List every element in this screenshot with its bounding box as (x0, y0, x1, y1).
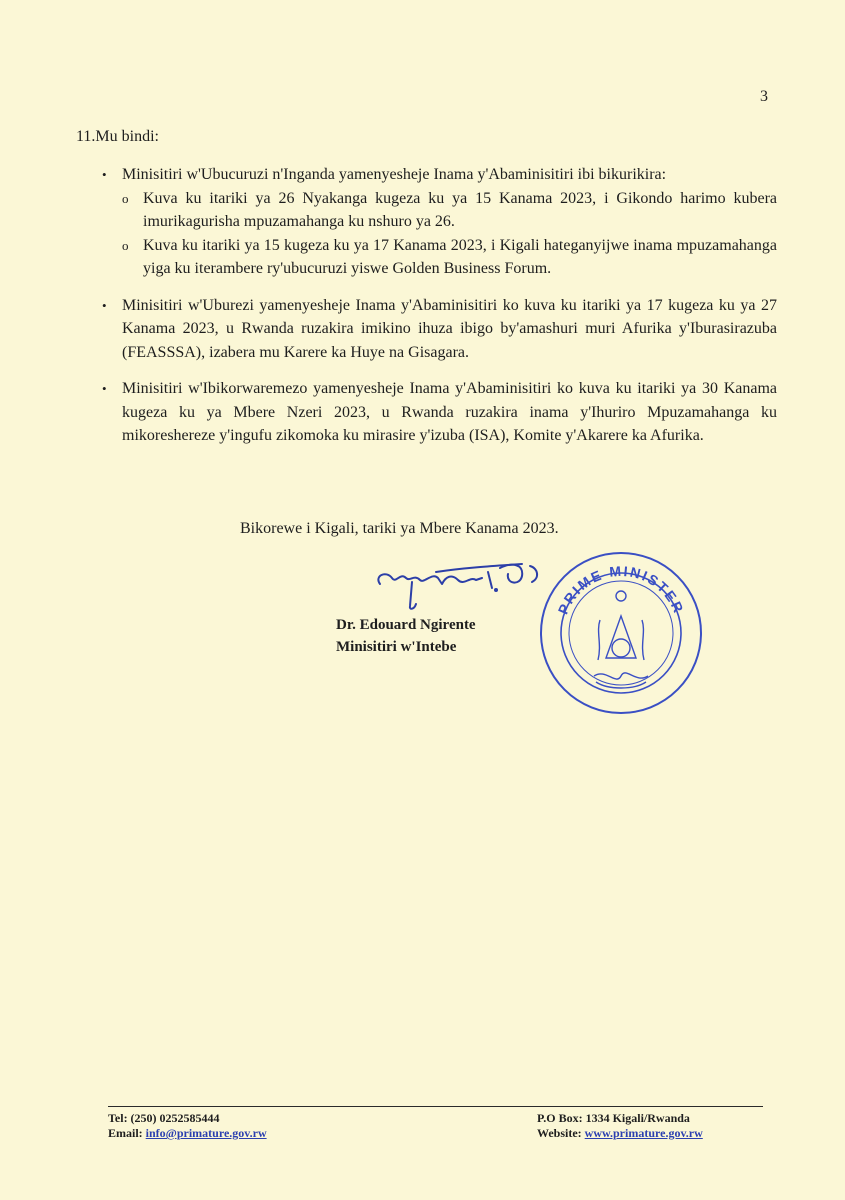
bullet-item (97, 163, 777, 281)
sub-item (97, 234, 777, 281)
sub-item-text: Kuva ku itariki ya 26 Nyakanga kugeza ku ya 15 Kanama 2023, i Gikondo harimo kubera imurikagurisha mpuzamahanga ku nshuro ya 26. (143, 189, 777, 230)
place-date: Bikorewe i Kigali, tariki ya Mbere Kanama 2023. (240, 520, 559, 537)
bullet-icon: • (102, 381, 107, 396)
footer-website-label: Website: (537, 1126, 582, 1140)
bullet-text: Minisitiri w'Ibikorwaremezo yamenyesheje Inama y'Abaminisitiri ko kuva ku itariki ya 30 Kanama kugeza ku ya Mbere Nzeri 2023, u Rwanda ruzakira inama y'Ihuriro Mpuzamahanga ku mikoreshereze y'ingufu zikomoka ku mirasire y'izuba (ISA), Komite y'Akarere ka Afurika. (122, 380, 777, 444)
prime-minister-seal (536, 548, 706, 718)
bullet-icon: • (102, 167, 107, 182)
signatory-block (336, 614, 476, 658)
section-heading: 11.Mu bindi: (76, 128, 159, 145)
footer-tel: Tel: (250) 0252585444 (108, 1111, 220, 1125)
sub-item-text: Kuva ku itariki ya 15 kugeza ku ya 17 Kanama 2023, i Kigali hateganyijwe inama mpuzamahanga yiga ku iterambere ry'ubucuruzi yiswe Golden Business Forum. (143, 236, 777, 277)
handwritten-signature (372, 554, 547, 614)
footer-address (537, 1111, 703, 1141)
footer-divider (108, 1106, 763, 1107)
bullet-item (97, 294, 777, 365)
circle-bullet-icon: o (122, 190, 129, 206)
bullet-text: Minisitiri w'Ubucuruzi n'Inganda yamenyesheje Inama y'Abaminisitiri ibi bikurikira: (122, 166, 667, 183)
footer-contact (108, 1111, 267, 1141)
bullet-item (97, 377, 777, 448)
footer-website-line (537, 1126, 703, 1141)
footer-po-box: P.O Box: 1334 Kigali/Rwanda (537, 1111, 690, 1125)
svg-text:PRIME MINISTER: PRIME MINISTER (554, 562, 688, 617)
bullet-icon: • (102, 297, 107, 313)
bullet-list (97, 163, 777, 448)
page-number: 3 (760, 88, 768, 105)
sub-list (122, 187, 777, 281)
footer-email-line (108, 1126, 267, 1141)
circle-bullet-icon: o (122, 237, 129, 253)
signatory-name: Dr. Edouard Ngirente (336, 617, 476, 633)
footer-email-label: Email: (108, 1126, 143, 1140)
website-link[interactable]: www.primature.gov.rw (584, 1126, 703, 1140)
signatory-title: Minisitiri w'Intebe (336, 639, 457, 655)
sub-item (97, 187, 777, 234)
email-link[interactable]: info@primature.gov.rw (145, 1126, 267, 1140)
bullet-text: Minisitiri w'Uburezi yamenyesheje Inama y'Abaminisitiri ko kuva ku itariki ya 17 kugeza ku ya 27 Kanama 2023, u Rwanda ruzakira imikino ihuza ibigo by'amashuri muri Afurika y'Iburasirazuba (FEASSSA), izabera mu Karere ka Huye na Gisagara. (122, 296, 777, 361)
